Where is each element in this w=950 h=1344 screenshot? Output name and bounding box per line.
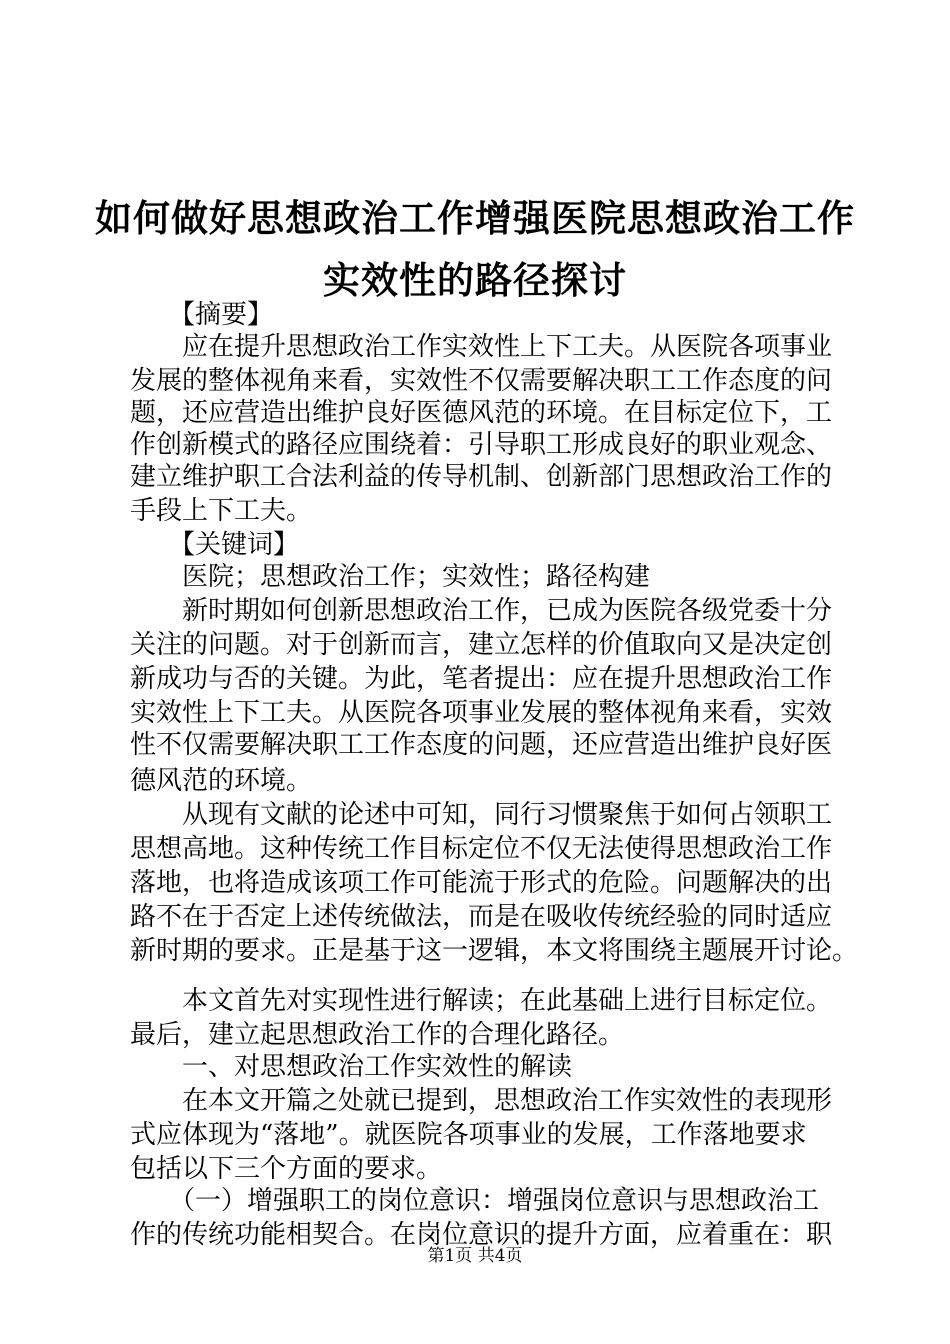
body-text-line: 【摘要】 [130,300,274,330]
body-text-line: 医院；思想政治工作；实效性；路径构建 [130,562,651,592]
body-text-line: 建立维护职工合法利益的传导机制、创新部门思想政治工作的 [130,462,833,492]
body-text-line: 发展的整体视角来看，实效性不仅需要解决职工工作态度的问 [130,366,833,396]
body-text-line: 德风范的环境。 [130,766,313,796]
body-text-line: 作创新模式的路径应围绕着：引导职工形成良好的职业观念、 [130,430,833,460]
document-title-line-1: 如何做好思想政治工作增强医院思想政治工作 [95,196,855,240]
body-text-line: 性不仅需要解决职工工作态度的问题，还应营造出维护良好医 [130,730,833,760]
body-text-line: 新时期如何创新思想政治工作，已成为医院各级党委十分 [130,596,833,626]
page-number: 第1页 共4页 [427,1246,523,1266]
body-text-line: 思想高地。这种传统工作目标定位不仅无法使得思想政治工作 [130,834,833,864]
body-text-line: 一、对思想政治工作实效性的解读 [130,1052,573,1082]
body-text-line: 式应体现为“落地”。就医院各项事业的发展，工作落地要求 [130,1120,807,1150]
body-text-line: 路不在于否定上述传统做法，而是在吸收传统经验的同时适应 [130,902,833,932]
body-text-line: 【关键词】 [130,530,300,560]
body-text-line: 本文首先对实现性进行解读；在此基础上进行目标定位。 [130,986,833,1016]
body-text-line: 关注的问题。对于创新而言，建立怎样的价值取向又是决定创 [130,630,833,660]
body-text-line: 新成功与否的关键。为此，笔者提出：应在提升思想政治工作 [130,664,833,694]
body-text-line: 在本文开篇之处就已提到，思想政治工作实效性的表现形 [130,1086,833,1116]
body-text-line: （一）增强职工的岗位意识：增强岗位意识与思想政治工 [130,1186,820,1216]
body-text-line: 新时期的要求。正是基于这一逻辑，本文将围绕主题展开讨论。 [130,936,859,966]
body-text-line: 实效性上下工夫。从医院各项事业发展的整体视角来看，实效 [130,698,833,728]
body-text-line: 手段上下工夫。 [130,496,313,526]
body-text-line: 题，还应营造出维护良好医德风范的环境。在目标定位下，工 [130,398,833,428]
document-title-line-2: 实效性的路径探讨 [323,258,627,302]
body-text-line: 应在提升思想政治工作实效性上下工夫。从医院各项事业 [130,332,833,362]
body-text-line: 最后，建立起思想政治工作的合理化路径。 [130,1020,625,1050]
body-text-line: 从现有文献的论述中可知，同行习惯聚焦于如何占领职工 [130,800,833,830]
body-text-line: 落地，也将造成该项工作可能流于形式的危险。问题解决的出 [130,868,833,898]
body-text-line: 作的传统功能相契合。在岗位意识的提升方面，应着重在：职 [130,1220,833,1250]
body-text-line: 包括以下三个方面的要求。 [130,1154,443,1184]
